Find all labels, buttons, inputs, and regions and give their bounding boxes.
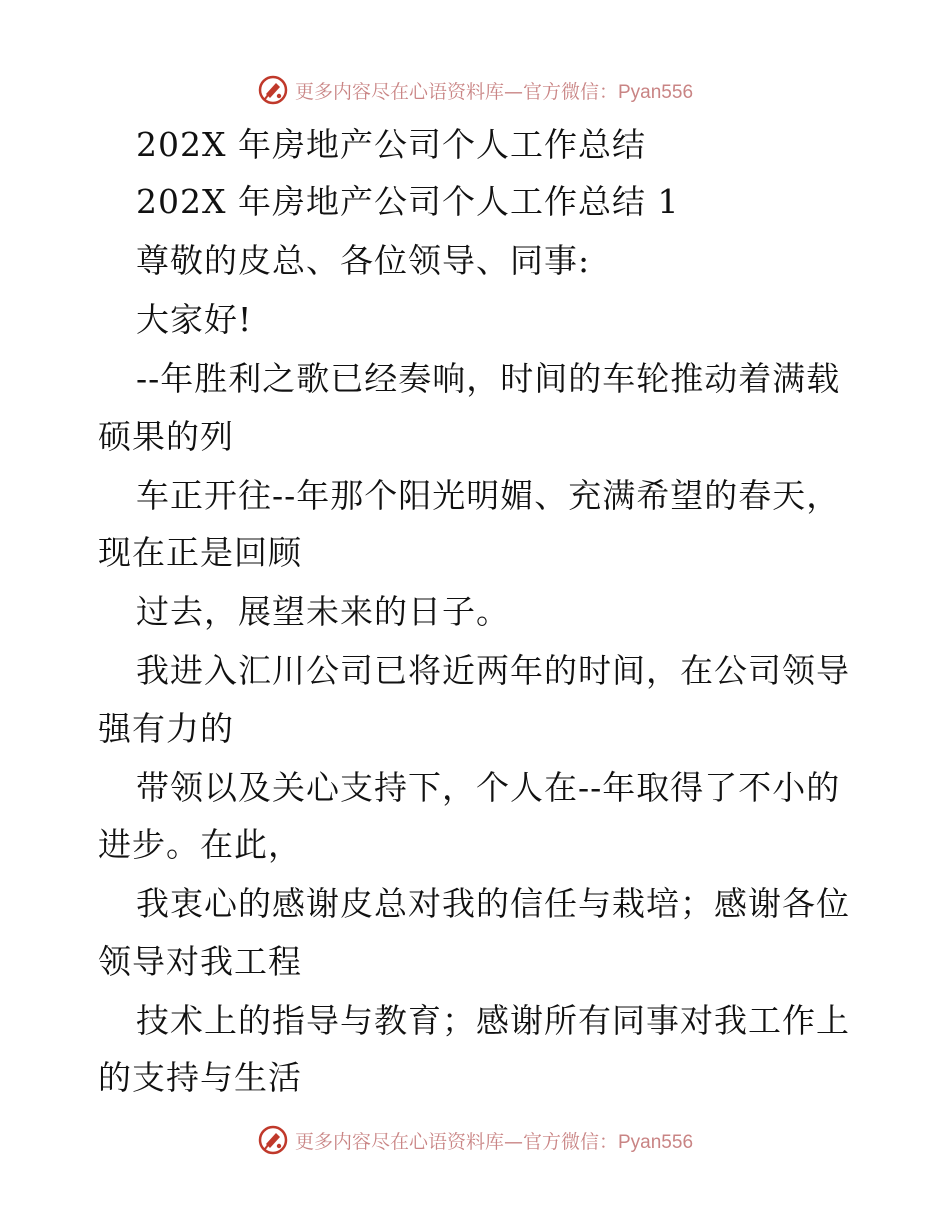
header-watermark xyxy=(0,70,950,110)
paragraph-line: 过去，展望未来的日子。 xyxy=(136,592,510,631)
paragraph-line: 带领以及关心支持下，个人在--年取得了不小的 xyxy=(136,768,841,807)
document-subtitle: 202X 年房地产公司个人工作总结 1 xyxy=(136,182,680,221)
paragraph-line: 车正开往--年那个阳光明媚、充满希望的春天， xyxy=(136,476,841,515)
paragraph-line: 技术上的指导与教育；感谢所有同事对我工作上 xyxy=(136,1001,850,1040)
paragraph-line: 的支持与生活 xyxy=(98,1058,302,1097)
salutation: 尊敬的皮总、各位领导、同事: xyxy=(136,241,591,280)
document-title: 202X 年房地产公司个人工作总结 xyxy=(136,125,646,164)
paragraph-line: 现在正是回顾 xyxy=(98,533,302,572)
greeting: 大家好! xyxy=(136,300,253,339)
watermark-text xyxy=(295,77,693,104)
watermark-text xyxy=(295,1127,693,1154)
watermark-text-cn: 更多内容尽在心语资料库—官方微信： xyxy=(294,1130,618,1153)
watermark-logo-icon xyxy=(257,74,289,106)
paragraph-line: 领导对我工程 xyxy=(98,942,302,981)
paragraph-line: 硕果的列 xyxy=(98,417,234,456)
paragraph-line: 强有力的 xyxy=(98,709,234,748)
watermark-text-cn: 更多内容尽在心语资料库—官方微信： xyxy=(294,80,618,103)
watermark-text-en: Pyan556 xyxy=(618,1131,694,1153)
paragraph-line: --年胜利之歌已经奏响，时间的车轮推动着满载 xyxy=(136,359,841,398)
footer-watermark xyxy=(0,1120,950,1160)
watermark-logo-icon xyxy=(257,1124,289,1156)
paragraph-line: 我进入汇川公司已将近两年的时间，在公司领导 xyxy=(136,651,850,690)
watermark-text-en: Pyan556 xyxy=(618,81,694,103)
paragraph-line: 进步。在此， xyxy=(98,825,302,864)
paragraph-line: 我衷心的感谢皮总对我的信任与栽培；感谢各位 xyxy=(136,884,850,923)
